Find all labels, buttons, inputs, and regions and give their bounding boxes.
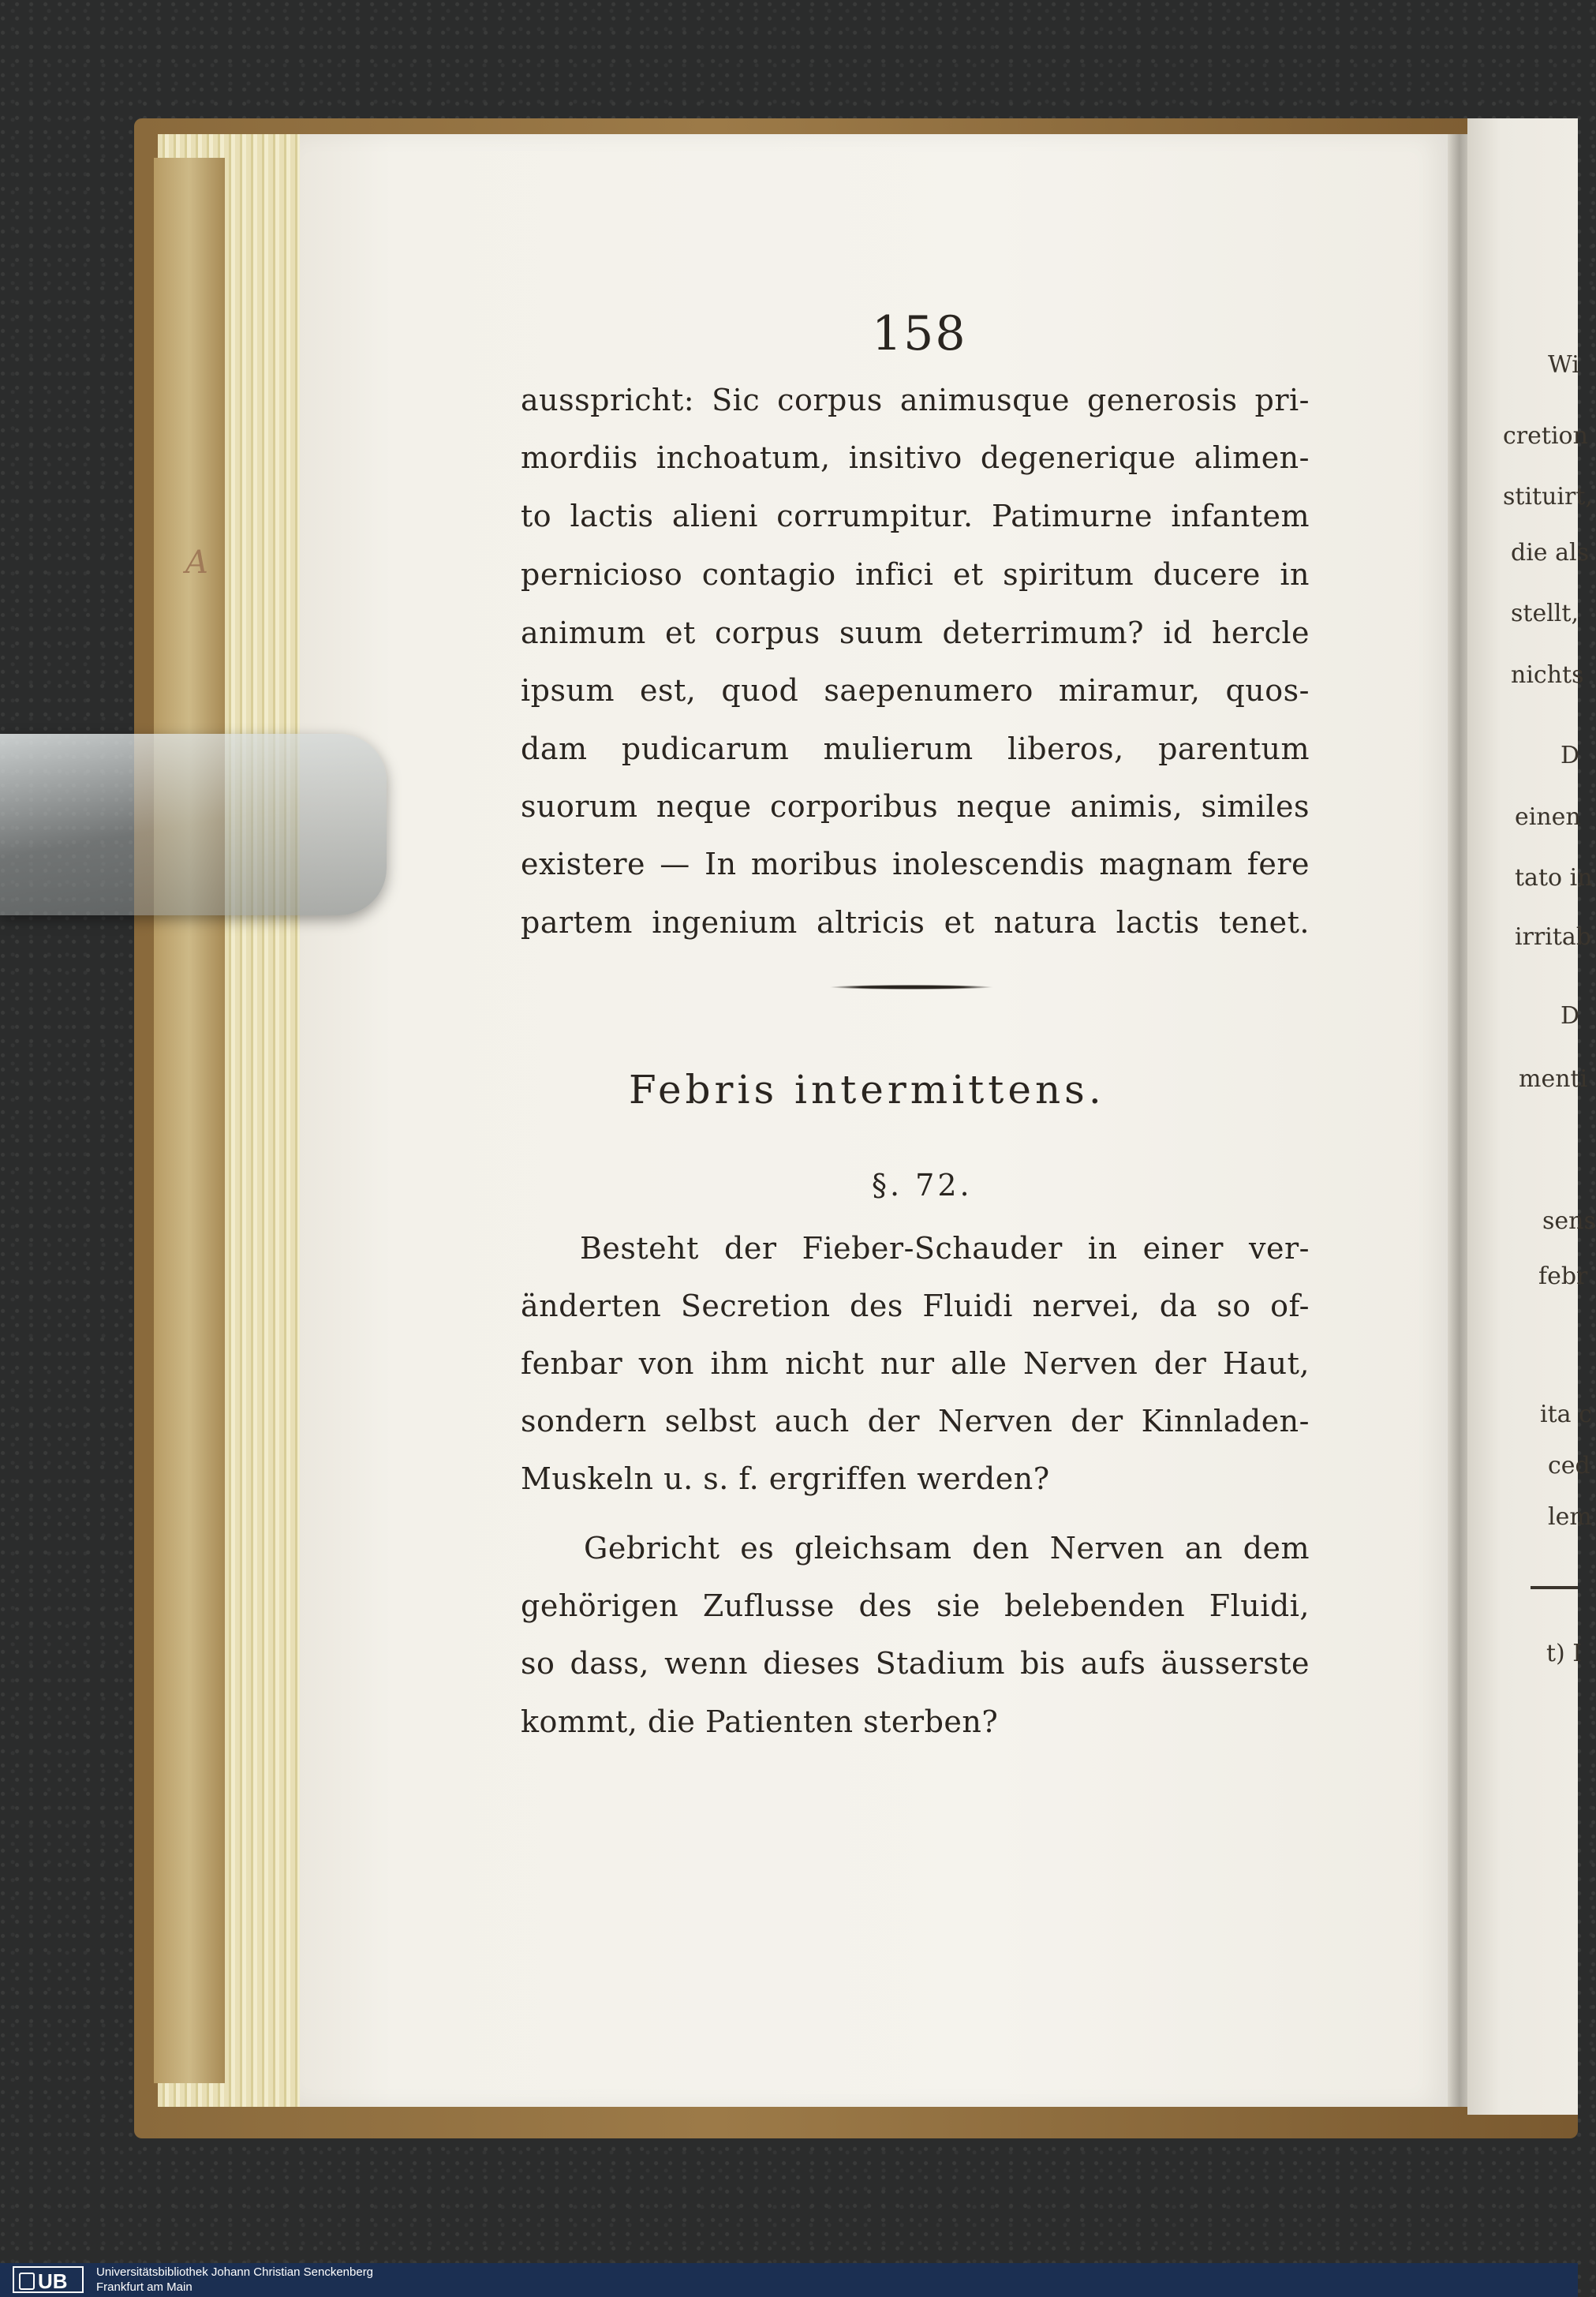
footer-bar bbox=[0, 2263, 1578, 2297]
text-line: Gebricht es gleichsam den Nerven an dem bbox=[584, 1531, 1310, 1566]
facing-page-fragment: lem bbox=[1548, 1503, 1592, 1531]
text-line: to lactis alieni corrumpitur. Patimurne infantem bbox=[521, 499, 1310, 533]
text-line: dam pudicarum mulierum liberos, parentum bbox=[521, 731, 1310, 766]
facing-page-fragment: stituirt, bbox=[1503, 483, 1593, 511]
binding-edge bbox=[154, 158, 225, 2083]
facing-page bbox=[1467, 118, 1578, 2115]
library-city: Frankfurt am Main bbox=[96, 2280, 192, 2294]
book-page bbox=[300, 134, 1452, 2107]
pencil-annotation: A bbox=[185, 544, 208, 581]
text-line: partem ingenium altricis et natura lactis tenet. bbox=[521, 905, 1310, 940]
facing-page-fragment: die als bbox=[1511, 539, 1589, 567]
text-line: gehörigen Zuflusse des sie belebenden Fluidi, bbox=[521, 1588, 1310, 1623]
text-line: änderten Secretion des Fluidi nervei, da so of- bbox=[521, 1289, 1310, 1323]
facing-page-fragment: t) I bbox=[1546, 1640, 1583, 1667]
text-line: kommt, die Patienten sterben? bbox=[521, 1704, 999, 1739]
facing-page-fragment: tato in bbox=[1515, 864, 1593, 892]
facing-page-fragment: einen bbox=[1515, 803, 1581, 831]
facing-page-fragment: febr bbox=[1538, 1263, 1588, 1290]
facing-page-fragment: D bbox=[1560, 1002, 1580, 1030]
text-line: pernicioso contagio infici et spiritum ducere in bbox=[521, 557, 1310, 592]
text-line: Besteht der Fieber-Schauder in einer ver- bbox=[580, 1231, 1310, 1266]
text-line: fenbar von ihm nicht nur alle Nerven der Haut, bbox=[521, 1346, 1310, 1381]
text-line: sondern selbst auch der Nerven der Kinnladen- bbox=[521, 1404, 1310, 1438]
library-logo-icon bbox=[19, 2273, 35, 2290]
facing-page-rule bbox=[1531, 1586, 1578, 1589]
page-number: 158 bbox=[872, 306, 967, 361]
facing-page-fragment: cretion bbox=[1503, 422, 1588, 450]
library-logo-text: UB bbox=[38, 2269, 68, 2293]
text-line: animum et corpus suum deterrimum? id hercle bbox=[521, 615, 1310, 650]
facing-page-fragment: ced bbox=[1548, 1452, 1590, 1480]
text-line: mordiis inchoatum, insitivo degenerique alimen- bbox=[521, 440, 1310, 475]
section-heading: Febris intermittens. bbox=[629, 1067, 1105, 1113]
facing-page-fragment: ita c bbox=[1540, 1401, 1592, 1428]
text-line: ausspricht: Sic corpus animusque generosis pri- bbox=[521, 383, 1310, 417]
text-line: Muskeln u. s. f. ergriffen werden? bbox=[521, 1461, 1050, 1496]
text-line: so dass, wenn dieses Stadium bis aufs äusserste bbox=[521, 1646, 1310, 1681]
paragraph-number: §. 72. bbox=[872, 1168, 973, 1203]
facing-page-fragment: D bbox=[1560, 742, 1580, 769]
facing-page-fragment: stellt, bbox=[1511, 600, 1579, 627]
facing-page-fragment: Wi bbox=[1548, 351, 1579, 379]
facing-page-fragment: sens bbox=[1542, 1207, 1596, 1235]
facing-page-fragment: nichts bbox=[1511, 661, 1584, 689]
text-line: existere — In moribus inolescendis magnam fere bbox=[521, 847, 1310, 881]
library-logo bbox=[13, 2266, 84, 2293]
section-divider bbox=[828, 985, 994, 990]
library-name: Universitätsbibliothek Johann Christian Senckenberg bbox=[96, 2265, 374, 2279]
facing-page-fragment: menti bbox=[1519, 1065, 1588, 1093]
text-line: suorum neque corporibus neque animis, similes bbox=[521, 789, 1310, 824]
page-holder-clip bbox=[0, 734, 387, 915]
facing-page-fragment: irritab bbox=[1515, 923, 1592, 951]
text-line: ipsum est, quod saepenumero miramur, quos- bbox=[521, 673, 1310, 708]
